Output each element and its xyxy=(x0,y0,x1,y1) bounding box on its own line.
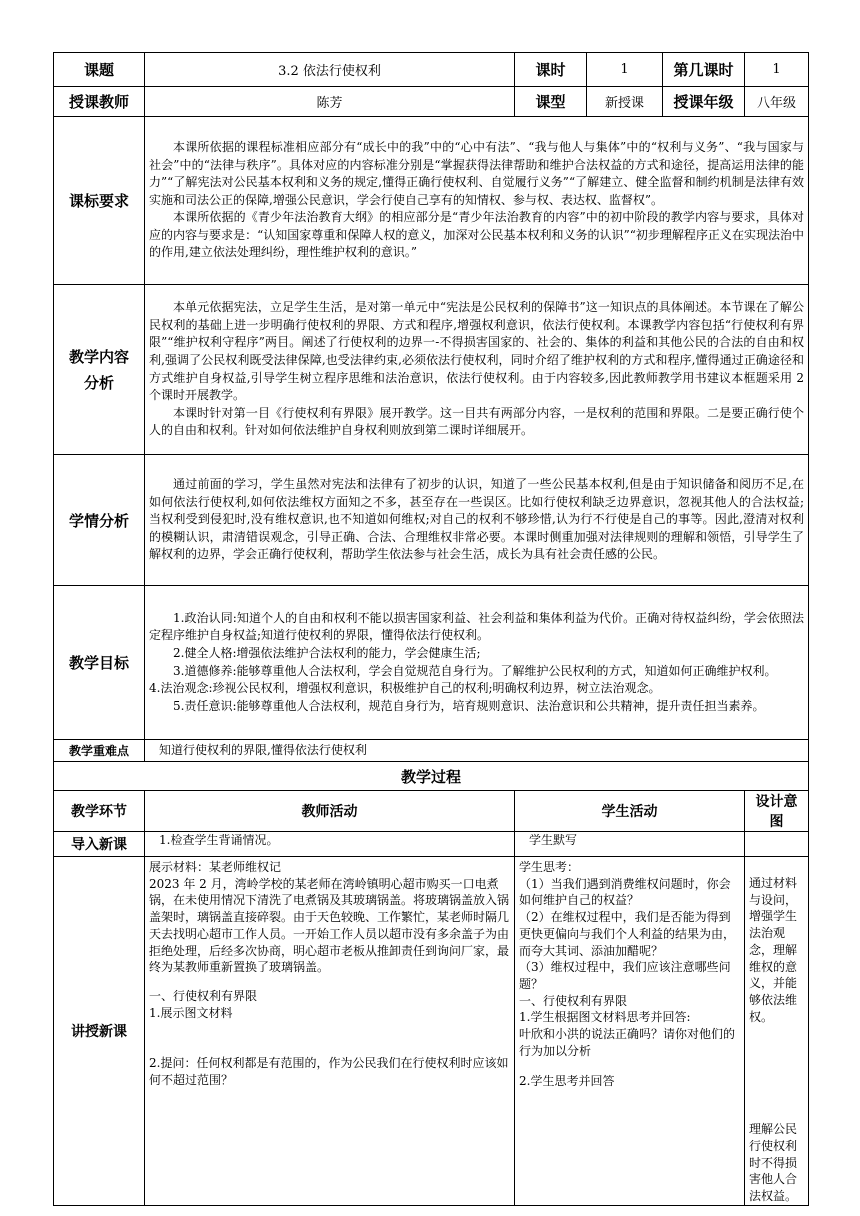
content-analysis-paragraph: 本课时针对第一目《行使权利有界限》展开教学。这一目共有两部分内容，一是权利的范围和界限。二是要正确行使个人的自由和权利。针对如何依法维护自身权利则放到第二课时详细展开。 xyxy=(149,405,805,438)
header-row-2 xyxy=(54,87,809,117)
lecture-student-line: （3）维权过程中，我们应该注意哪些问题？ xyxy=(519,960,731,991)
standards-row xyxy=(54,117,809,285)
objectives-text xyxy=(145,586,809,740)
lecture-teacher-line: 展示材料：某老师维权记 xyxy=(149,860,282,874)
lecture-teacher-line: 一、行使权利有界限 xyxy=(149,988,258,1003)
objective-item: 2.健全人格:增强依法维护合法权利的能力，学会健康生活; xyxy=(173,645,481,660)
objective-item: 3.道德修养:能够尊重他人合法权利，学会自觉规范自身行为。了解维护公民权利的方式，知道如何正确维护权利。 xyxy=(173,663,777,678)
learner-analysis-paragraph: 通过前面的学习，学生虽然对宪法和法律有了初步的认识，知道了一些公民基本权利,但是由于知识储备和阅历不足,在如何依法行使权利,如何依法维权方面知之不多，甚至存在一些误区。比如行使权利缺乏边界意识，忽视其他人的合法权益;当权利受到侵犯时,没有维权意识,也不知道如何维权;对自己的权利不够珍惜,认为行不行使是自己的事等。因此,澄清对权利的模糊认识，肃清错误观念，引导正确、合法、合理维权非常必要。本课时侧重加强对法律规则的理解和领悟，引导学生了解权利的边界，学会正确行使权利，帮助学生依法参与社会生活，成长为具有社会责任感的公民。 xyxy=(149,477,805,562)
objectives-row xyxy=(54,586,809,740)
content-analysis-label-text: 教学内容分析 xyxy=(68,347,129,392)
lesson-plan-sheet xyxy=(53,52,808,1206)
lecture-teacher-line: 2.提问：任何权利都是有范围的，作为公民我们在行使权利时应该如何不超过范围？ xyxy=(149,1056,509,1088)
key-points-label: 教学重难点 xyxy=(54,740,145,762)
lecture-student-line: 2.学生思考并回答 xyxy=(519,1074,615,1089)
type-value: 新授课 xyxy=(587,87,663,117)
process-title-row xyxy=(54,762,809,791)
learner-analysis-row xyxy=(54,455,809,586)
standards-paragraph: 本课所依据的《青少年法治教育大纲》的相应部分是“青少年法治教育的内容”中的初中阶段的教学内容与要求，具体对应的内容与要求是：“认知国家尊重和保障人权的意义，加深对公民基本权利和义务的认识”“初步理解程序正义在实现法治中的作用,建立依法处理纠纷，理性维护权利的意识。” xyxy=(149,210,805,260)
lecture-intent-line: 通过材料与设问，增强学生法治观念，理解维权的意义，并能够依法维权。 xyxy=(749,876,798,1024)
lesson-plan-table xyxy=(53,52,809,1206)
lecture-student-line: （1）当我们遇到消费维权问题时，你会如何维护自己的权益？ xyxy=(519,876,731,908)
teacher-value: 陈芳 xyxy=(145,87,515,117)
lecture-student-line: 叶欣和小洪的说法正确吗？请你对他们的行为加以分析 xyxy=(519,1027,736,1058)
objective-item: 5.责任意识:能够尊重他人合法权利，规范自身行为，培育规则意识、法治意识和公共精神，提升责任担当素养。 xyxy=(173,698,765,713)
process-lecture-row xyxy=(54,857,809,1206)
lecture-student-line: 学生思考： xyxy=(519,860,580,874)
lecture-teacher-line: 1.展示图文材料 xyxy=(149,1005,233,1020)
grade-label: 授课年级 xyxy=(663,87,745,117)
content-analysis-text xyxy=(145,285,809,455)
process-col-intent: 设计意图 xyxy=(745,791,809,832)
lecture-student-line: 1.学生根据图文材料思考并回答: xyxy=(519,1010,691,1025)
topic-label: 课题 xyxy=(54,53,145,87)
lecture-stage: 讲授新课 xyxy=(54,857,145,1206)
period-label: 课时 xyxy=(515,53,587,87)
lecture-student-line: （2）在维权过程中，我们是否能为得到更快更偏向与我们个人利益的结果为由，而夸大其词、添油加醋呢？ xyxy=(519,910,736,958)
content-analysis-paragraph: 本单元依据宪法，立足学生生活，是对第一单元中“宪法是公民权利的保障书”这一知识点的具体阐述。本节课在了解公民权利的基础上进一步明确行使权利的界限、方式和程序,增强权利意识，依法行使权利。本课教学内容包括“行使权利有界限”“维护权利守程序”两目。阐述了行使权利的边界一-不得损害国家的、社会的、集体的利益和其他公民的合法的自由和权利,强调了公民权利既受法律保障,也受法律约束,必须依法行使权利，同时介绍了维护权利的方式和程序,懂得通过正确途径和方式维护自身权益,引导学生树立程序思维和法治意识，依法行使权利。由于内容较多,因此教师教学用书建议本框题采用 2 个课时开展教学。 xyxy=(149,300,805,403)
intro-intent xyxy=(745,832,809,857)
teacher-label: 授课教师 xyxy=(54,87,145,117)
objective-item: 4.法治观念:珍视公民权利，增强权利意识，积极维护自己的权利;明确权利边界，树立法治观念。 xyxy=(149,681,661,696)
grade-value: 八年级 xyxy=(745,87,809,117)
key-points-row xyxy=(54,740,809,762)
which-period-value: 1 xyxy=(745,53,809,87)
learner-analysis-text xyxy=(145,455,809,586)
process-intro-row xyxy=(54,832,809,857)
which-period-label: 第几课时 xyxy=(663,53,745,87)
lecture-intent-line: 理解公民行使权利时不得损害他人合法权益。 xyxy=(749,1122,798,1204)
lecture-teacher xyxy=(145,857,515,1206)
process-col-stage: 教学环节 xyxy=(54,791,145,832)
standards-paragraph: 本课所依据的课程标准相应部分有“成长中的我”中的“心中有法”、“我与他人与集体”中的“权利与义务”、“我与国家与社会”中的“法律与秩序”。具体对应的内容标准分别是“掌握获得法律帮助和维护合法权益的方式和途径，提高运用法律的能力”“了解宪法对公民基本权利和义务的规定,懂得正确行使权利、自觉履行义务”“了解建立、健全监督和制约机制是法律有效实施和司法公正的保障,增强公民意识，学会行使自己享有的知情权、参与权、表达权、监督权”。 xyxy=(149,139,805,207)
content-analysis-label xyxy=(54,285,145,455)
intro-student: 学生默写 xyxy=(515,832,745,857)
process-title: 教学过程 xyxy=(54,762,809,791)
type-label: 课型 xyxy=(515,87,587,117)
content-analysis-row xyxy=(54,285,809,455)
key-points-value: 知道行使权利的界限,懂得依法行使权利 xyxy=(145,740,809,762)
standards-text xyxy=(145,117,809,285)
standards-label: 课标要求 xyxy=(54,117,145,285)
header-row-1 xyxy=(54,53,809,87)
intro-teacher: 1.检查学生背诵情况。 xyxy=(145,832,515,857)
period-value: 1 xyxy=(587,53,663,87)
lecture-student-line: 一、行使权利有界限 xyxy=(519,993,628,1008)
process-col-teacher: 教师活动 xyxy=(145,791,515,832)
objectives-label: 教学目标 xyxy=(54,586,145,740)
lecture-intent xyxy=(745,857,809,1206)
process-col-student: 学生活动 xyxy=(515,791,745,832)
process-columns-row xyxy=(54,791,809,832)
lecture-teacher-line: 2023 年 2 月，湾岭学校的某老师在湾岭镇明心超市购买一口电煮锅，在未使用情况下清洗了电煮锅及其玻璃锅盖。将玻璃锅盖放入锅盖架时，璃锅盖直接碎裂。由于天色较晚、工作繁忙，某老师时隔几天去找明心超市工作人员。一开始工作人员以超市没有多余盖子为由拒绝处理，后经多次协商，明心超市老板从推卸责任到询问厂家，最终为某教师重新置换了玻璃锅盖。 xyxy=(149,876,510,975)
learner-analysis-label: 学情分析 xyxy=(54,455,145,586)
intro-stage: 导入新课 xyxy=(54,832,145,857)
objective-item: 1.政治认同:知道个人的自由和权利不能以损害国家利益、社会利益和集体利益为代价。正确对待权益纠纷，学会依照法定程序维护自身权益;知道行使权利的界限，懂得依法行使权利。 xyxy=(149,610,805,643)
lecture-student xyxy=(515,857,745,1206)
topic-value: 3.2 依法行使权利 xyxy=(145,53,515,87)
